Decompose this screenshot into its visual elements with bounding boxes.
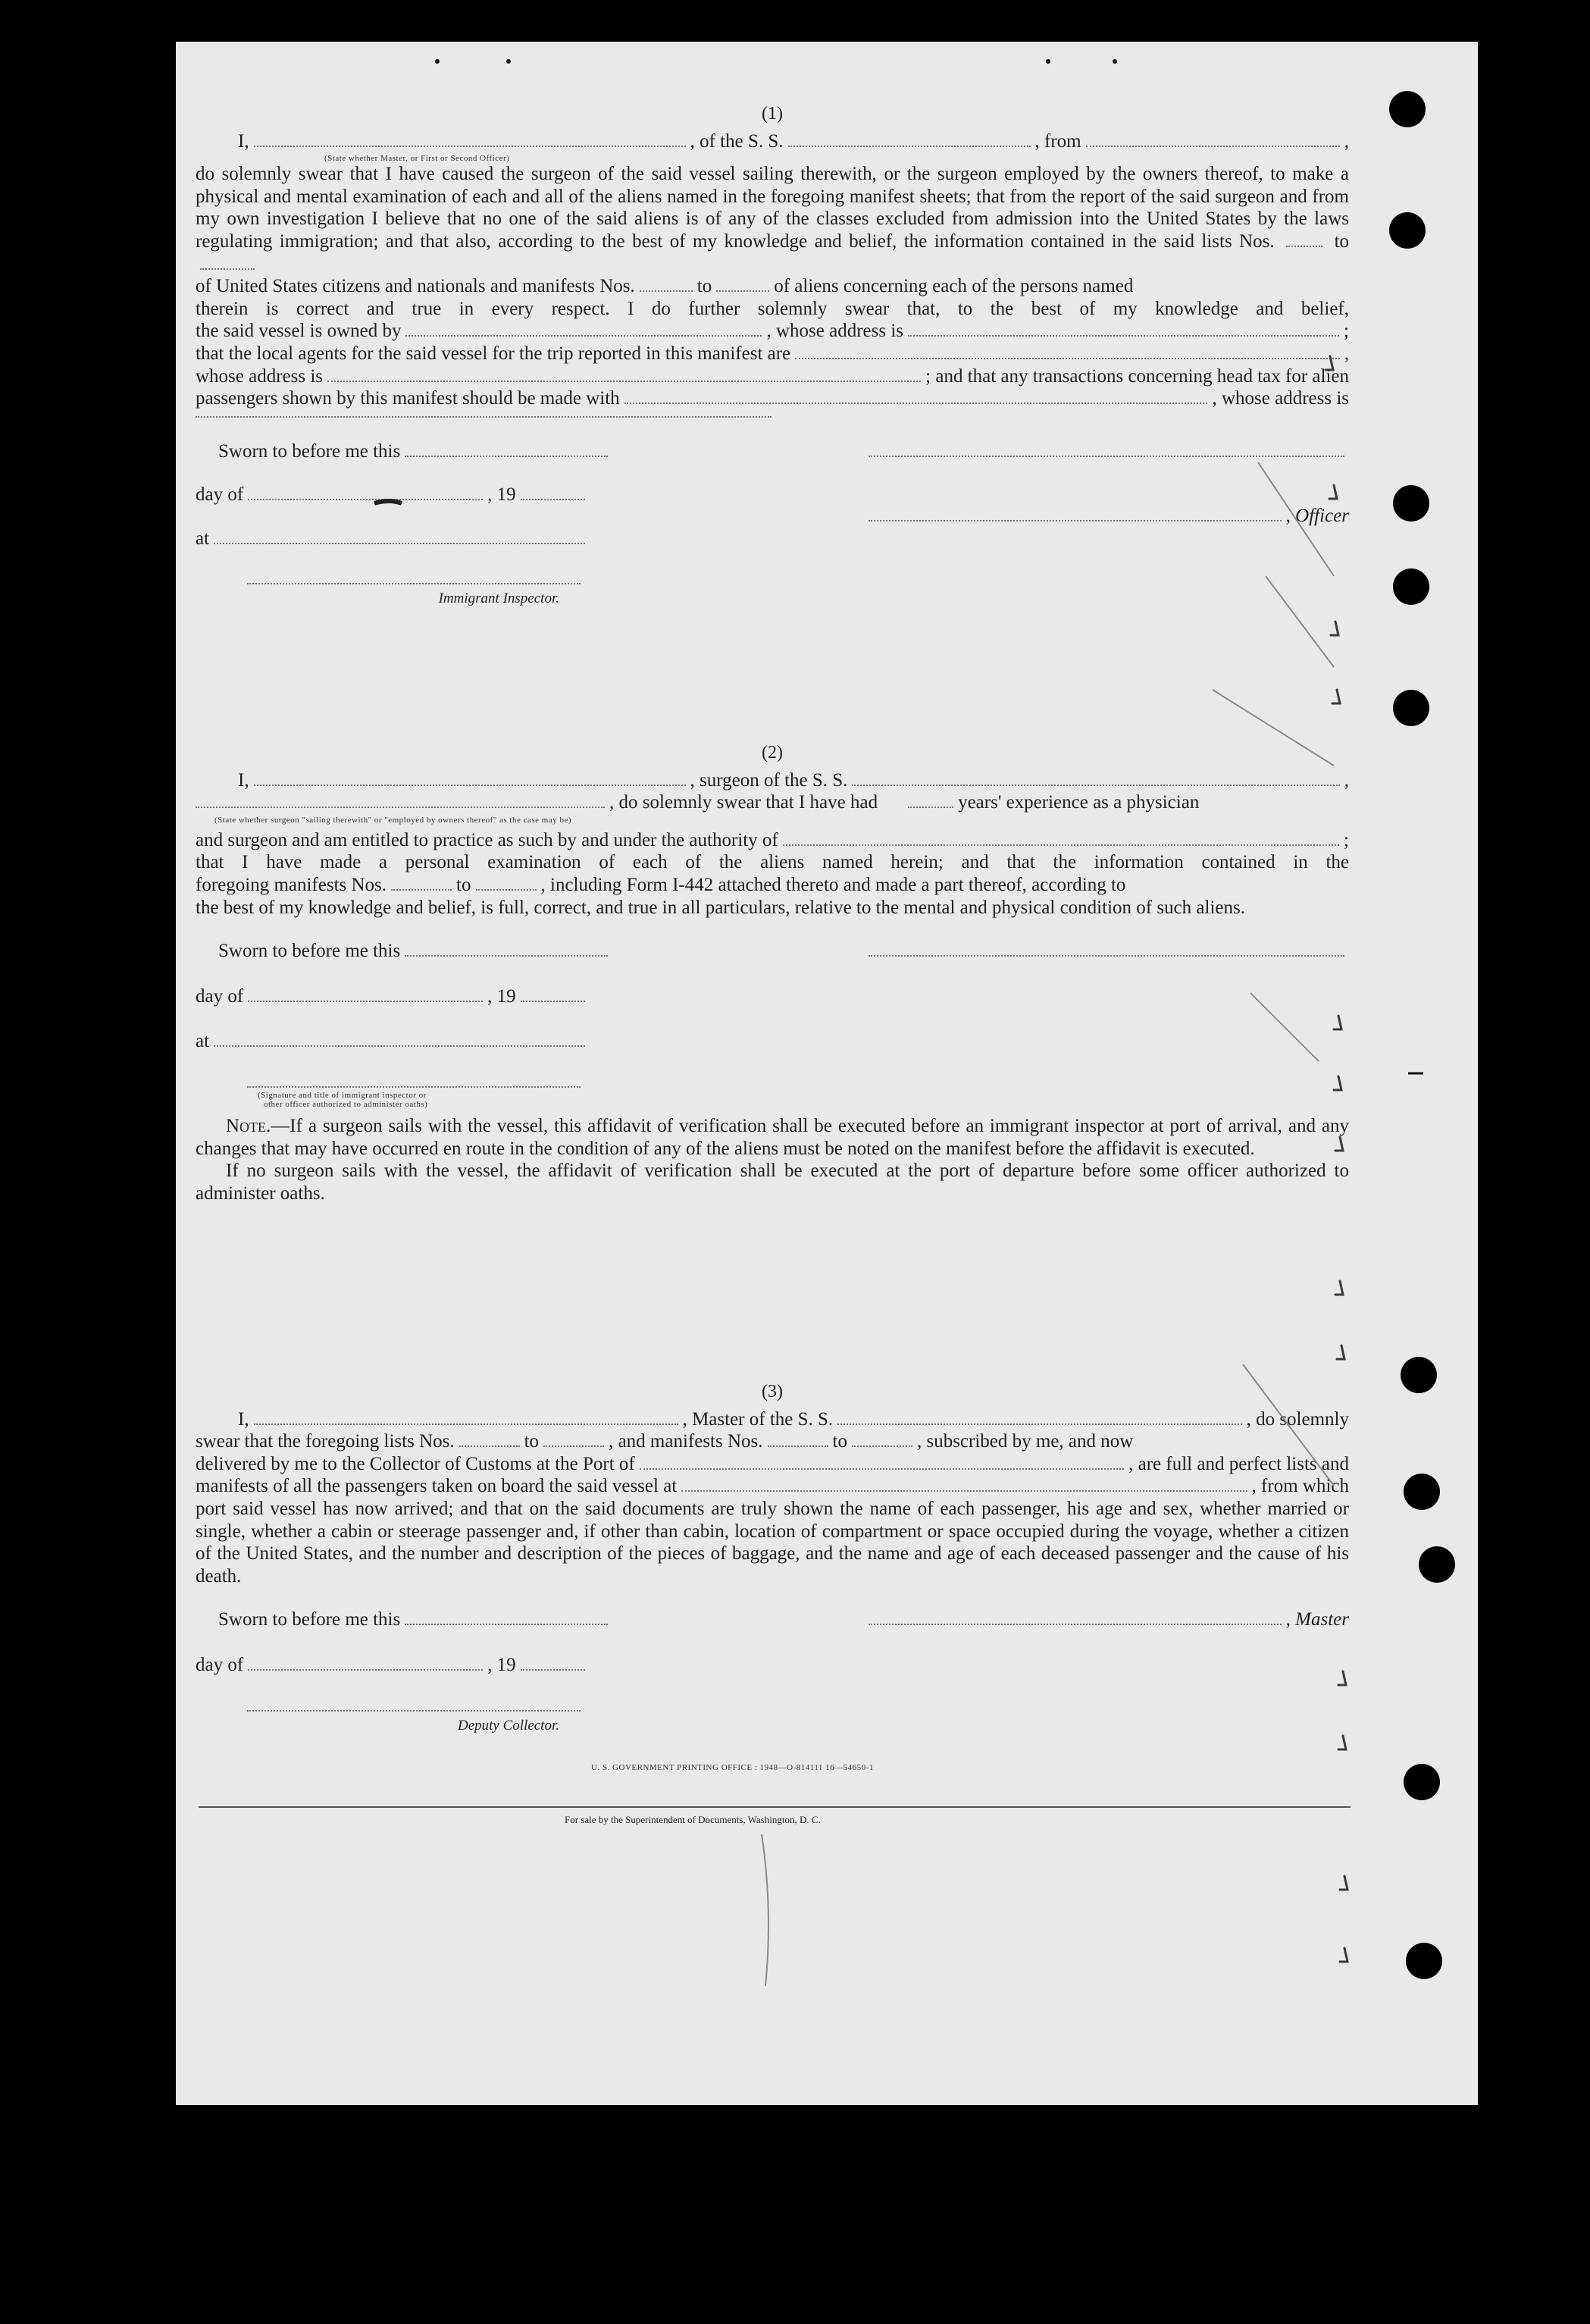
oath-text: the best of my knowledge and belief, is full, correct, and true in all particulars, relative to the mental and physical condition of such aliens. xyxy=(196,897,1245,918)
text-swear: , do solemnly swear that I have had xyxy=(609,792,878,813)
note-text: —If a surgeon sails with the vessel, this affidavit of verification shall be executed before an immigrant inspector at port of arrival, and any changes that may have occurred en route in the condition of any of the aliens must be noted on the manifest before the affidavit is executed. xyxy=(196,1115,1349,1159)
check-mark xyxy=(1340,1948,1347,1962)
text-citizens: of United States citizens and nationals and manifests Nos. xyxy=(196,276,635,297)
year-prefix: , 19 xyxy=(487,1654,516,1675)
field-hint: (State whether Master, or First or Second Officer) xyxy=(324,154,510,164)
check-mark xyxy=(1335,1137,1343,1151)
at-label: at xyxy=(196,528,210,549)
check-mark xyxy=(1331,622,1338,635)
text-i: I, xyxy=(238,1408,249,1430)
text-subscribed: , subscribed by me, and now xyxy=(916,1431,1134,1452)
pencil-stroke xyxy=(762,1834,768,1986)
signature-caption: other officer authorized to administer oaths) xyxy=(264,1099,428,1109)
text-aliens: of aliens concerning each of the persons named xyxy=(774,276,1134,297)
text-i: I, xyxy=(238,130,249,152)
text-comma: , xyxy=(1344,769,1349,791)
printing-office-imprint: U. S. GOVERNMENT PRINTING OFFICE : 1948—O-814111 16—54650-1 xyxy=(591,1763,874,1772)
year-prefix: , 19 xyxy=(487,484,516,506)
text-surgeon-of: , surgeon of the S. S. xyxy=(690,769,848,791)
text-from: , from xyxy=(1034,130,1081,152)
check-mark xyxy=(1334,1016,1341,1029)
master-label: , Master xyxy=(1285,1609,1349,1630)
signature-caption: (Signature and title of immigrant inspector or xyxy=(258,1090,427,1100)
inspector-caption: Immigrant Inspector. xyxy=(438,590,559,607)
sworn-label: Sworn to before me this xyxy=(218,1609,401,1630)
note-text: If no surgeon sails with the vessel, the affidavit of verification shall be executed at the port of departure before some officer authorized to administer oaths. xyxy=(196,1160,1349,1204)
sworn-label: Sworn to before me this xyxy=(218,941,401,962)
field-hint: (State whether surgeon "sailing therewith" or "employed by owners thereof" as the case may be) xyxy=(214,815,572,825)
text-authority: and surgeon and am entitled to practice as such by and under the authority of xyxy=(196,829,778,850)
text-form: , including Form I-442 attached thereto and made a part thereof, according to xyxy=(540,874,1126,895)
text-to: to xyxy=(456,874,471,895)
collector-caption: Deputy Collector. xyxy=(457,1717,559,1734)
oath-text: that I have made a personal examination of each of the aliens named herein; and that the information contained in the xyxy=(196,852,1349,873)
text-semicolon: ; xyxy=(1344,321,1349,342)
text-of-ss: , of the S. S. xyxy=(690,130,784,152)
at-label: at xyxy=(196,1031,210,1052)
text-to: to xyxy=(832,1431,847,1452)
text-to: to xyxy=(1334,230,1350,252)
text-whose-address: whose address is xyxy=(196,365,324,387)
check-mark xyxy=(1335,1281,1343,1295)
check-mark xyxy=(1329,485,1337,499)
text-semicolon: ; xyxy=(1344,829,1349,850)
text-from-which: , from which xyxy=(1251,1476,1349,1497)
text-whose-address: , whose address is xyxy=(1212,388,1349,409)
officer-label: , Officer xyxy=(1285,505,1349,526)
text-manifests: , and manifests Nos. xyxy=(609,1431,763,1452)
text-comma: , xyxy=(1344,130,1349,152)
text-owned-by: the said vessel is owned by xyxy=(196,321,402,342)
oath-text: do solemnly swear that I have caused the surgeon of the said vessel sailing therewith, or the surgeon employed by the owners thereof, to make a physical and mental examination of each and all of the aliens named in the foregoing manifest sheets; that from the report of the said surgeon and from my own investigation I believe that no one of the said aliens is of any of the classes excluded from admission into the United States by the laws regulating immigration; and that also, according to the best of my knowledge and belief, the information contained in the said lists Nos. xyxy=(196,164,1349,252)
text-comma: , xyxy=(1344,343,1349,364)
check-mark xyxy=(1326,356,1333,370)
check-mark xyxy=(1334,1076,1341,1090)
text-i: I, xyxy=(238,769,249,791)
text-address: , whose address is xyxy=(766,321,904,342)
pencil-stroke xyxy=(1213,462,1334,1486)
text-head-tax: ; and that any transactions concerning head tax for alien xyxy=(925,365,1349,387)
sale-notice: For sale by the Superintendent of Documents, Washington, D. C. xyxy=(565,1814,821,1825)
note-label: Note. xyxy=(226,1115,271,1136)
stamp-smudge xyxy=(374,501,402,503)
day-of-label: day of xyxy=(196,985,244,1007)
text-delivered: delivered by me to the Collector of Customs at the Port of xyxy=(196,1453,635,1474)
text-manifests: foregoing manifests Nos. xyxy=(196,874,387,895)
text-lists: swear that the foregoing lists Nos. xyxy=(196,1431,455,1452)
text-taken-on-board: manifests of all the passengers taken on board the said vessel at xyxy=(196,1476,678,1497)
sworn-label: Sworn to before me this xyxy=(218,440,401,462)
check-mark xyxy=(1338,1671,1346,1685)
text-do-solemnly: , do solemnly xyxy=(1246,1408,1349,1430)
text-agents: that the local agents for the said vessel for the trip reported in this manifest are xyxy=(196,343,791,364)
text-passengers: passengers shown by this manifest should be made with xyxy=(196,388,620,409)
text-master-of: , Master of the S. S. xyxy=(682,1408,834,1430)
text-experience: years' experience as a physician xyxy=(958,792,1200,813)
oath-text: therein is correct and true in every respect. I do further solemnly swear that, to the best of my knowledge and belief, xyxy=(196,298,1349,319)
section-number: (2) xyxy=(762,743,783,763)
section-number: (1) xyxy=(762,104,783,124)
check-mark xyxy=(1340,1876,1347,1890)
day-of-label: day of xyxy=(196,1654,244,1675)
text-to: to xyxy=(696,276,712,297)
year-prefix: , 19 xyxy=(487,985,516,1007)
oath-text: port said vessel has now arrived; and that on the said documents are truly shown the name of each passenger, his age and sex, whether married or single, whether a cabin or steerage passenger and, if other than cabin, location of compartment or space occupied during the voyage, whether a citizen of the United States, and the number and description of the pieces of baggage, and the name and age of each deceased passenger and the cause of his death. xyxy=(196,1498,1349,1586)
check-mark xyxy=(1338,1736,1346,1749)
day-of-label: day of xyxy=(196,484,244,506)
check-mark xyxy=(1337,1345,1344,1359)
text-to: to xyxy=(524,1431,540,1452)
section-number: (3) xyxy=(762,1382,783,1402)
check-mark xyxy=(1332,690,1340,703)
text-full-lists: , are full and perfect lists and xyxy=(1128,1453,1349,1474)
